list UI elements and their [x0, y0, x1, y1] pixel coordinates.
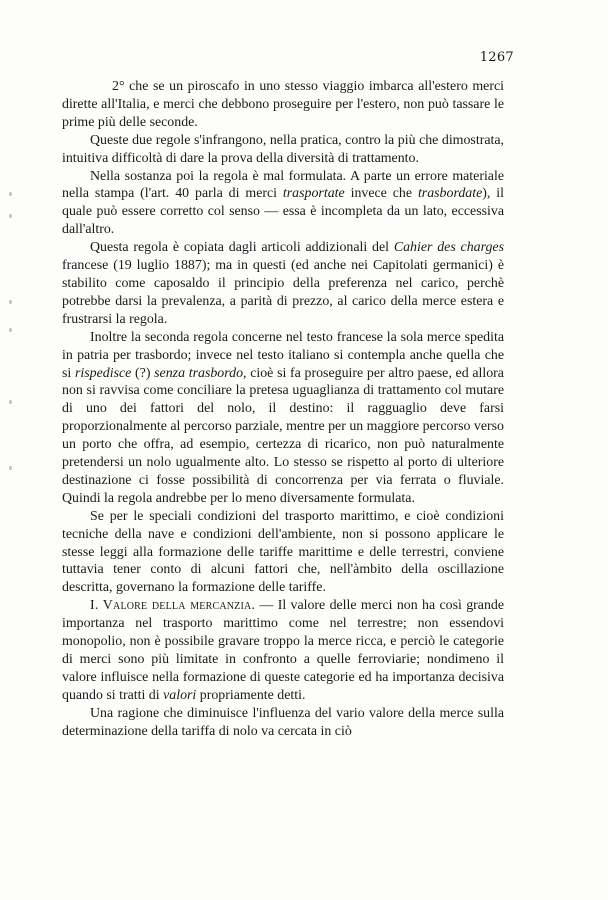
italic-term: senza trasbordo: [154, 365, 244, 381]
italic-term: trasbordate: [417, 186, 483, 202]
paragraph: [62, 597, 504, 704]
text-run: Questa regola è copiata dagli articoli addizionali del: [90, 240, 394, 256]
italic-term: valori: [163, 687, 197, 703]
paragraph: [62, 78, 504, 132]
body-text: [62, 78, 504, 741]
text-run: francese (19 luglio 1887); ma in questi (ed anche nei Capitolati germanici) è stabilito come caposaldo il principio della preferenza nel carico, perchè potrebbe darsi la prevalenza, a parità di prezzo, al carico della merce estera e frustrarsi la regola.: [62, 258, 504, 327]
text-run: — Il valore delle merci non ha così grande importanza nel trasporto marittimo come nel terrestre; non essendovi monopolio, non è possibile gravare troppo la merce ricca, e perciò le categorie di merci sono più limitate in confronto a quelle ferroviarie; nondimeno il valore influisce nella formazione di queste categorie ed ha importanza decisiva quando si tratti di: [62, 598, 504, 703]
paragraph: [62, 508, 504, 598]
paragraph: [62, 239, 504, 329]
margin-mark: [9, 328, 12, 332]
paragraph: [62, 168, 504, 240]
margin-mark: [9, 192, 12, 196]
italic-term: Cahier des charges: [393, 240, 504, 256]
text-run: , cioè si fa proseguire per altro paese, ed allora non si ravvisa come conciliare la pretesa uguaglianza di trattamento col mutare di uno dei fattori del nolo, il destino: il ragguaglio deve farsi proporzionalmente al percorso parziale, mentre per un maggiore percorso verso un porto che offra, ad esempio, certezza di ricarico, non può naturalmente pretendersi un nolo ugualmente alto. Lo stesso se rispetto al porto di ulteriore destinazione ci fosse possibilità di concorrenza per via ferrata o fluviale. Quindi la regola andrebbe per lo meno diversamente formulata.: [62, 365, 504, 506]
margin-mark: [9, 400, 12, 404]
text-run: (?): [131, 365, 155, 381]
italic-term: trasportate: [282, 186, 345, 202]
margin-mark: [9, 214, 12, 218]
text-run: Queste due regole s'infrangono, nella pratica, contro la più che dimostrata, intuitiva difficoltà di dare la prova della diversità di trattamento.: [62, 132, 504, 166]
text-run: Nella sostanza poi la regola è mal formulata. A parte un errore materiale nella stampa (l'art. 40 parla di merci: [62, 168, 504, 202]
text-run: Inoltre la seconda regola concerne nel testo francese la sola merce spedita in patria per trasbordo; invece nel testo italiano si contempla anche quella che si: [62, 329, 504, 381]
text-run: propriamente detti.: [196, 687, 306, 703]
paragraph: [62, 132, 504, 168]
text-run: Una ragione che diminuisce l'influenza del vario valore della merce sulla determinazione della tariffa di nolo va cercata in ciò: [62, 705, 504, 739]
page-number: 1267: [479, 50, 514, 65]
text-run: invece che: [344, 186, 418, 202]
italic-term: rispedisce: [74, 365, 132, 381]
margin-mark: [9, 466, 12, 470]
section-heading: I. Valore della mercanzia.: [90, 598, 256, 614]
text-run: 2° che se un piroscafo in uno stesso viaggio imbarca all'estero merci dirette all'Italia, e merci che debbono proseguire per l'estero, non può tassare le prime più delle seconde.: [62, 79, 504, 130]
paragraph: [62, 705, 504, 741]
paragraph: [62, 329, 504, 508]
margin-mark: [9, 300, 12, 304]
text-run: ), il quale può essere corretto col senso — essa è incompleta da un lato, eccessiva dall'altro.: [62, 186, 504, 238]
text-run: Se per le speciali condizioni del trasporto marittimo, e cioè condizioni tecniche della nave e condizioni dell'ambiente, non si possono applicare le stesse leggi alla formazione delle tariffe marittime e delle terrestri, conviene tuttavia tener conto di alcuni fattori che, nell'àmbito della oscillazione descritta, governano la formazione delle tariffe.: [62, 508, 504, 596]
